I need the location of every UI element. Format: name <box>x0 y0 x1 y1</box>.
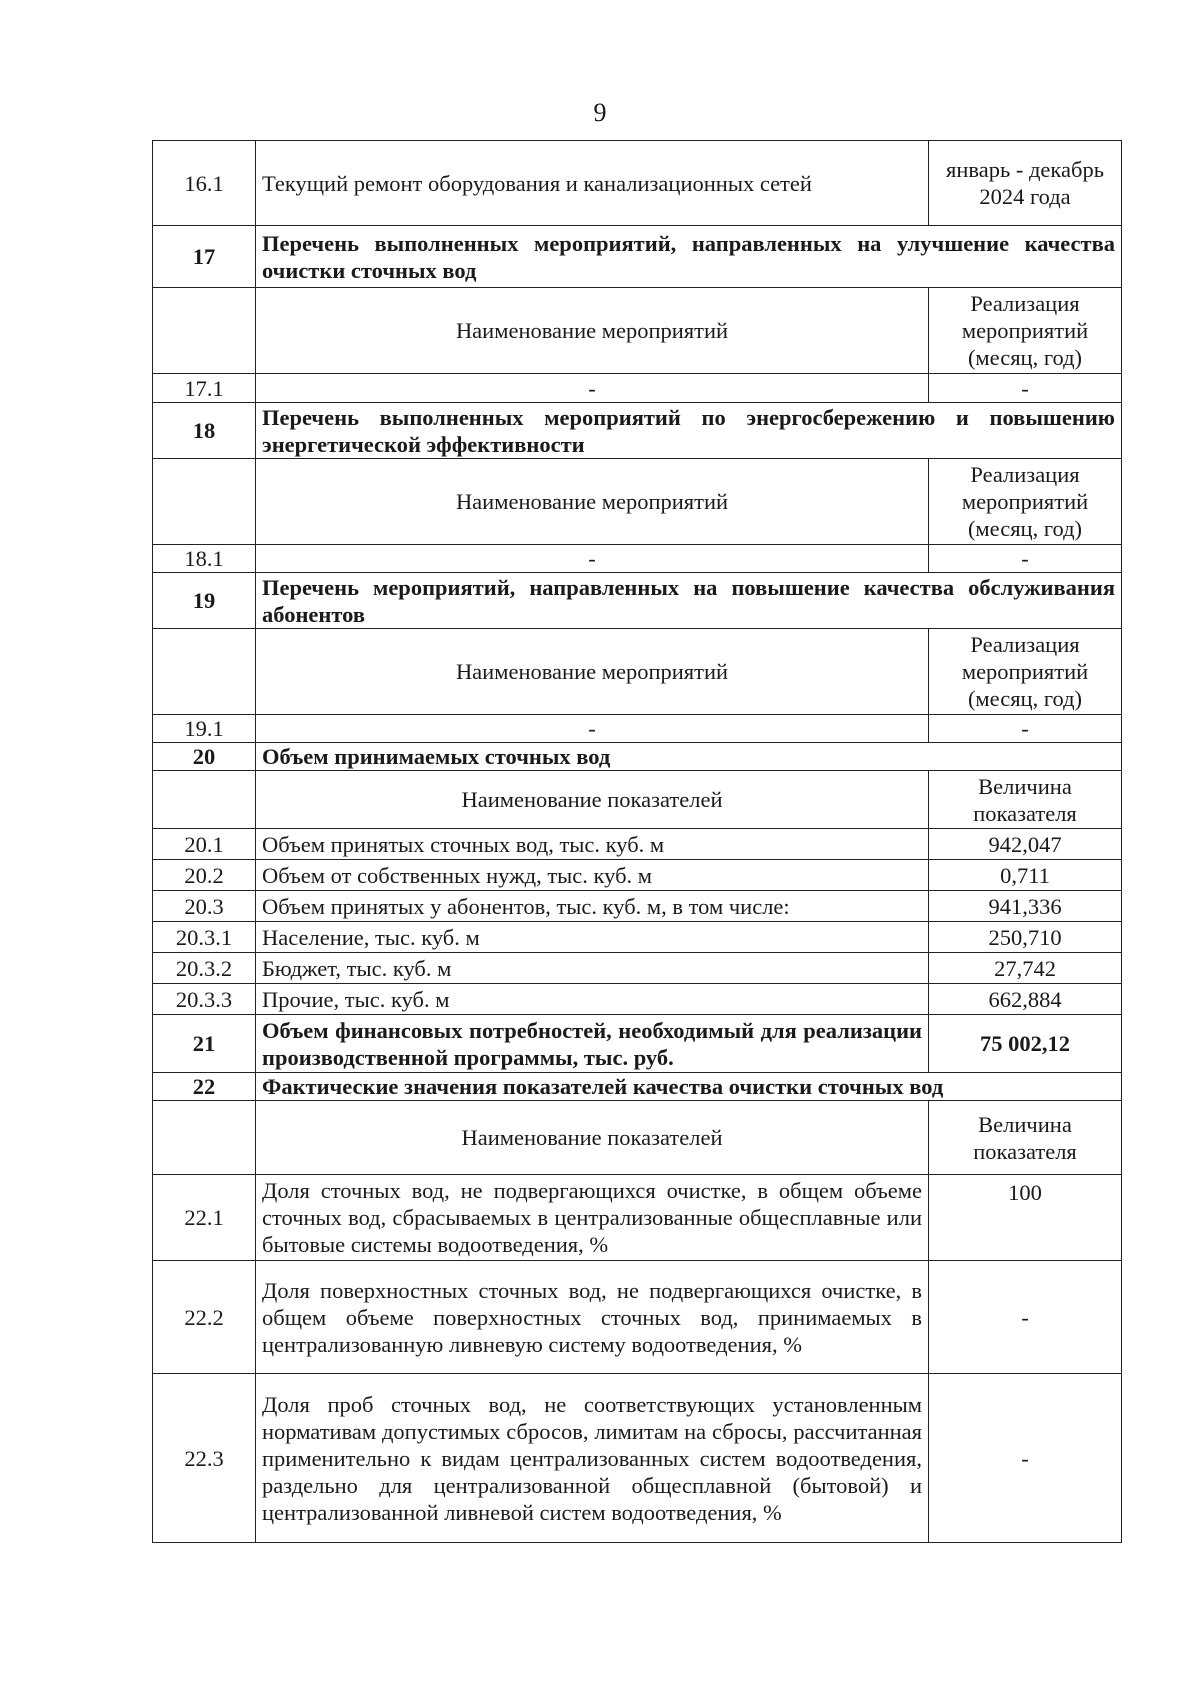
table-row <box>153 141 1122 226</box>
section-number: 21 <box>153 1015 256 1073</box>
row-value: - <box>929 1261 1122 1374</box>
section-title: Перечень выполненных мероприятий по энергосбережению и повышению энергетической эффективности <box>256 403 1122 459</box>
column-header-value: Реализация мероприятий (месяц, год) <box>929 288 1122 374</box>
section-number: 17 <box>153 226 256 288</box>
section-row <box>153 1015 1122 1073</box>
table-row <box>153 715 1122 743</box>
table-row <box>153 545 1122 573</box>
section-number: 18 <box>153 403 256 459</box>
section-title: Перечень мероприятий, направленных на повышение качества обслуживания абонентов <box>256 573 1122 629</box>
row-description: Объем принятых у абонентов, тыс. куб. м, в том числе: <box>256 891 929 922</box>
column-header-value: Реализация мероприятий (месяц, год) <box>929 459 1122 545</box>
row-value: 0,711 <box>929 860 1122 891</box>
row-value: 942,047 <box>929 829 1122 860</box>
column-header-name: Наименование мероприятий <box>256 459 929 545</box>
row-value: 941,336 <box>929 891 1122 922</box>
column-header-row <box>153 771 1122 829</box>
section-title: Объем принимаемых сточных вод <box>256 743 1122 771</box>
row-description: Бюджет, тыс. куб. м <box>256 953 929 984</box>
section-title: Объем финансовых потребностей, необходимый для реализации производственной программы, тыс. руб. <box>256 1015 929 1073</box>
section-row <box>153 403 1122 459</box>
table-row <box>153 860 1122 891</box>
financial-needs-value: 75 002,12 <box>929 1015 1122 1073</box>
empty-cell <box>153 459 256 545</box>
row-description: Доля поверхностных сточных вод, не подвергающихся очистке, в общем объеме поверхностных сточных вод, принимаемых в централизованную ливневую систему водоотведения, % <box>256 1261 929 1374</box>
table-row <box>153 1175 1122 1261</box>
row-value: январь - декабрь 2024 года <box>929 141 1122 226</box>
empty-cell <box>153 629 256 715</box>
row-description: Доля сточных вод, не подвергающихся очистке, в общем объеме сточных вод, сбрасываемых в централизованные общесплавные или бытовые системы водоотведения, % <box>256 1175 929 1261</box>
row-value: 662,884 <box>929 984 1122 1015</box>
row-description: Прочие, тыс. куб. м <box>256 984 929 1015</box>
empty-cell <box>153 1101 256 1175</box>
section-title: Перечень выполненных мероприятий, направленных на улучшение качества очистки сточных вод <box>256 226 1122 288</box>
row-description: - <box>256 374 929 403</box>
section-row <box>153 226 1122 288</box>
row-value: - <box>929 715 1122 743</box>
page-number: 9 <box>593 98 607 127</box>
row-number: 20.3.3 <box>153 984 256 1015</box>
section-row <box>153 1073 1122 1101</box>
row-number: 16.1 <box>153 141 256 226</box>
row-description: Текущий ремонт оборудования и канализационных сетей <box>256 141 929 226</box>
column-header-row <box>153 629 1122 715</box>
row-number: 19.1 <box>153 715 256 743</box>
row-description: Объем принятых сточных вод, тыс. куб. м <box>256 829 929 860</box>
table-row <box>153 1261 1122 1374</box>
column-header-name: Наименование мероприятий <box>256 629 929 715</box>
row-number: 20.2 <box>153 860 256 891</box>
row-description: Объем от собственных нужд, тыс. куб. м <box>256 860 929 891</box>
column-header-name: Наименование мероприятий <box>256 288 929 374</box>
row-value: 250,710 <box>929 922 1122 953</box>
table-row <box>153 374 1122 403</box>
section-number: 22 <box>153 1073 256 1101</box>
column-header-row <box>153 1101 1122 1175</box>
row-number: 20.3 <box>153 891 256 922</box>
column-header-value: Реализация мероприятий (месяц, год) <box>929 629 1122 715</box>
column-header-name: Наименование показателей <box>256 1101 929 1175</box>
row-value: - <box>929 545 1122 573</box>
table-row <box>153 984 1122 1015</box>
row-value: - <box>929 374 1122 403</box>
table-row <box>153 891 1122 922</box>
row-number: 20.3.2 <box>153 953 256 984</box>
row-description: - <box>256 545 929 573</box>
row-number: 22.2 <box>153 1261 256 1374</box>
table-row <box>153 922 1122 953</box>
section-row <box>153 743 1122 771</box>
row-value: 27,742 <box>929 953 1122 984</box>
row-number: 17.1 <box>153 374 256 403</box>
row-number: 22.1 <box>153 1175 256 1261</box>
production-program-table <box>152 140 1122 1543</box>
section-number: 20 <box>153 743 256 771</box>
row-value: - <box>929 1374 1122 1543</box>
section-row <box>153 573 1122 629</box>
row-description: Доля проб сточных вод, не соответствующих установленным нормативам допустимых сбросов, лимитам на сбросы, рассчитанная применительно к видам централизованных систем водоотведения, раздельно для централизованной общесплавной (бытовой) и централизованной ливневой систем водоотведения, % <box>256 1374 929 1543</box>
row-value: 100 <box>929 1175 1122 1261</box>
row-description: - <box>256 715 929 743</box>
row-number: 20.3.1 <box>153 922 256 953</box>
column-header-row <box>153 288 1122 374</box>
table-row <box>153 953 1122 984</box>
table-row <box>153 829 1122 860</box>
section-number: 19 <box>153 573 256 629</box>
column-header-row <box>153 459 1122 545</box>
table-row <box>153 1374 1122 1543</box>
column-header-name: Наименование показателей <box>256 771 929 829</box>
column-header-value: Величина показателя <box>929 771 1122 829</box>
row-description: Население, тыс. куб. м <box>256 922 929 953</box>
section-title: Фактические значения показателей качества очистки сточных вод <box>256 1073 1122 1101</box>
row-number: 20.1 <box>153 829 256 860</box>
column-header-value: Величина показателя <box>929 1101 1122 1175</box>
empty-cell <box>153 771 256 829</box>
row-number: 18.1 <box>153 545 256 573</box>
row-number: 22.3 <box>153 1374 256 1543</box>
empty-cell <box>153 288 256 374</box>
